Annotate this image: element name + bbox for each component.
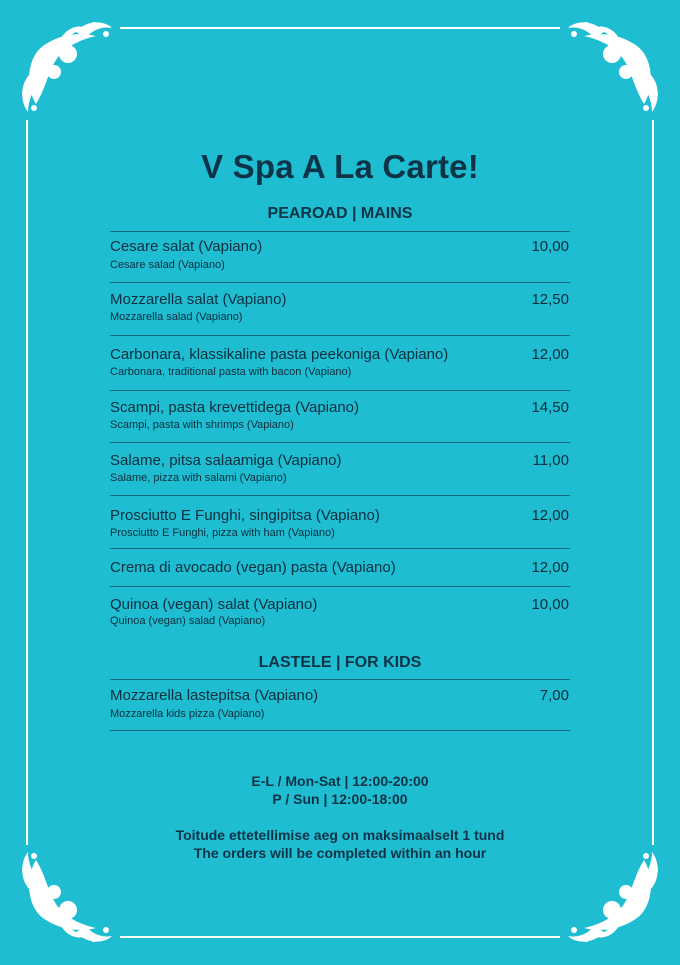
frame-bottom-line [120,936,560,938]
item-translation: Carbonara, traditional pasta with bacon (Vapiano) [110,366,352,378]
item-translation: Cesare salad (Vapiano) [110,259,225,271]
item-name: Salame, pitsa salaamiga (Vapiano) [110,452,342,469]
order-note-et: Toitude ettetellimise aeg on maksimaalselt 1 tund [175,827,505,843]
item-name: Mozzarella lastepitsa (Vapiano) [110,687,319,704]
frame-top-line [120,27,560,29]
item-price: 12,00 [531,507,569,524]
item-translation: Mozzarella kids pizza (Vapiano) [110,708,265,720]
item-translation: Salame, pizza with salami (Vapiano) [110,472,287,484]
item-name: Cesare salat (Vapiano) [110,238,263,255]
order-note [0,826,680,862]
order-note-en: The orders will be completed within an hour [193,845,487,861]
item-translation: Mozzarella salad (Vapiano) [110,311,243,323]
item-name: Carbonara, klassikaline pasta peekoniga (Vapiano) [110,346,449,363]
divider [110,231,570,232]
frame-left-line [26,120,28,845]
hours-weekdays: E-L / Mon-Sat | 12:00-20:00 [251,773,429,789]
item-price: 11,00 [532,452,569,469]
divider [110,442,570,443]
section-heading-mains: PEAROAD | MAINS [267,205,413,222]
divider [110,495,570,496]
hours-sunday: P / Sun | 12:00-18:00 [272,791,408,807]
divider [110,335,570,336]
item-price: 14,50 [531,399,569,416]
item-translation: Scampi, pasta with shrimps (Vapiano) [110,419,294,431]
item-translation: Quinoa (vegan) salad (Vapiano) [110,615,266,627]
page-title: V Spa A La Carte! [201,148,479,185]
item-price: 10,00 [531,596,569,613]
item-name: Crema di avocado (vegan) pasta (Vapiano) [110,559,396,576]
item-name: Scampi, pasta krevettidega (Vapiano) [110,399,360,416]
section-heading-kids: LASTELE | FOR KIDS [258,654,422,671]
item-price: 12,00 [531,346,569,363]
item-price: 10,00 [531,238,569,255]
frame-right-line [652,120,654,845]
divider [110,282,570,283]
ornamental-flourish-icon [16,14,126,124]
item-name: Prosciutto E Funghi, singipitsa (Vapiano) [110,507,380,524]
opening-hours [0,772,680,808]
item-price: 12,00 [531,559,569,576]
divider [110,730,570,731]
item-price: 7,00 [539,687,569,704]
item-price: 12,50 [531,291,569,308]
divider [110,679,570,680]
divider [110,548,570,549]
item-translation: Prosciutto E Funghi, pizza with ham (Vapiano) [110,527,335,539]
divider [110,390,570,391]
item-name: Quinoa (vegan) salat (Vapiano) [110,596,318,613]
ornamental-flourish-icon [554,14,664,124]
item-name: Mozzarella salat (Vapiano) [110,291,287,308]
divider [110,586,570,587]
